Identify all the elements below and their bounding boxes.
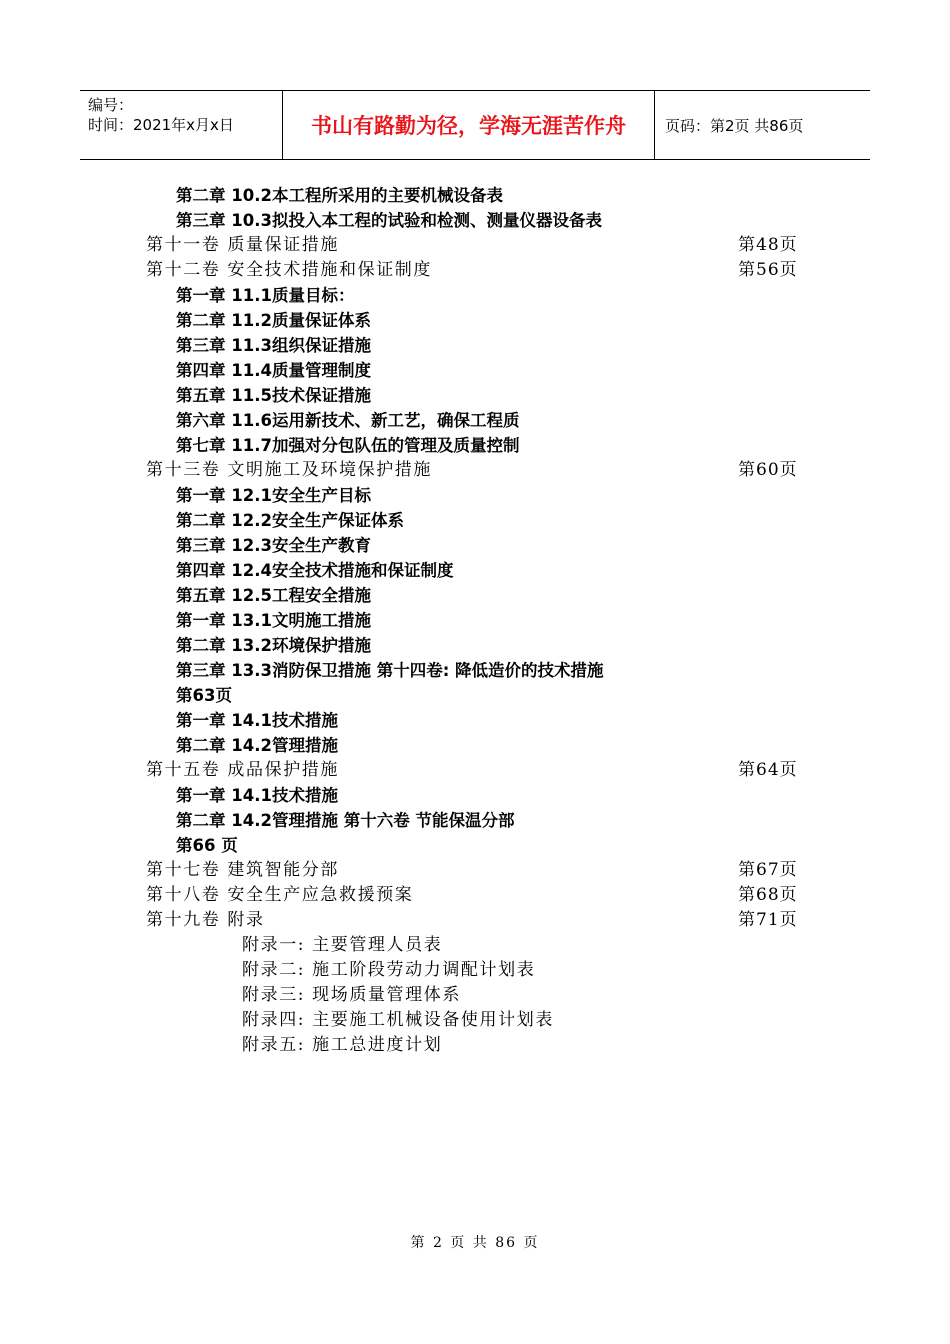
page-footer: 第 2 页 共 86 页 bbox=[410, 1235, 540, 1251]
toc-entry bbox=[0, 283, 950, 308]
toc-entry-title: 附录一: 主要管理人员表 bbox=[242, 935, 443, 955]
toc-entry-title: 第二章 11.2质量保证体系 bbox=[176, 311, 371, 330]
header-meta bbox=[80, 91, 282, 159]
toc-entry-title: 附录四: 主要施工机械设备使用计划表 bbox=[242, 1010, 554, 1030]
toc-entry-title: 第二章 12.2安全生产保证体系 bbox=[176, 511, 404, 530]
toc-entry bbox=[0, 1008, 950, 1033]
toc-entry bbox=[0, 358, 950, 383]
header-motto: 书山有路勤为径，学海无涯苦作舟 bbox=[282, 91, 655, 159]
toc-entry-title: 第三章 13.3消防保卫措施 第十四卷: 降低造价的技术措施 bbox=[176, 661, 604, 680]
toc-entry-title: 第一章 12.1安全生产目标 bbox=[176, 486, 371, 505]
toc-entry bbox=[0, 458, 950, 483]
toc-entry-title: 第一章 11.1质量目标： bbox=[176, 286, 355, 305]
toc-entry bbox=[0, 258, 950, 283]
document-number-label: 编号： bbox=[88, 96, 134, 114]
toc-entry-title: 第四章 12.4安全技术措施和保证制度 bbox=[176, 561, 454, 580]
toc-entry bbox=[0, 833, 950, 858]
toc-entry-title: 第七章 11.7加强对分包队伍的管理及质量控制 bbox=[176, 436, 520, 455]
toc-entry bbox=[0, 433, 950, 458]
document-time: 时间：2021年x月x日 bbox=[88, 116, 234, 134]
toc-entry-title: 第四章 11.4质量管理制度 bbox=[176, 361, 371, 380]
toc-entry-page: 第71页 bbox=[738, 910, 798, 930]
toc-entry bbox=[0, 208, 950, 233]
toc-entry-title: 第63页 bbox=[176, 686, 232, 705]
toc-entry bbox=[0, 933, 950, 958]
toc-entry bbox=[0, 608, 950, 633]
toc-entry-title: 第十二卷 安全技术措施和保证制度 bbox=[146, 260, 433, 280]
toc-entry bbox=[0, 858, 950, 883]
toc-entry bbox=[0, 733, 950, 758]
toc-entry-title: 第三章 10.3拟投入本工程的试验和检测、测量仪器设备表 bbox=[176, 211, 602, 230]
toc-entry-title: 第十七卷 建筑智能分部 bbox=[146, 860, 340, 880]
toc-entry bbox=[0, 183, 950, 208]
toc-entry-title: 第二章 10.2本工程所采用的主要机械设备表 bbox=[176, 186, 503, 205]
toc-entry-page: 第56页 bbox=[738, 260, 798, 280]
toc-entry bbox=[0, 633, 950, 658]
toc-entry-title: 第十八卷 安全生产应急救援预案 bbox=[146, 885, 414, 905]
toc-entry-title: 第二章 14.2管理措施 bbox=[176, 736, 338, 755]
toc-entry-title: 附录二: 施工阶段劳动力调配计划表 bbox=[242, 960, 536, 980]
toc-entry-title: 第二章 14.2管理措施 第十六卷 节能保温分部 bbox=[176, 811, 515, 830]
toc-entry-title: 第十三卷 文明施工及环境保护措施 bbox=[146, 460, 433, 480]
toc-entry bbox=[0, 383, 950, 408]
toc-entry bbox=[0, 483, 950, 508]
toc-entry-page: 第60页 bbox=[738, 460, 798, 480]
toc-entry-page: 第64页 bbox=[738, 760, 798, 780]
toc-entry-page: 第68页 bbox=[738, 885, 798, 905]
toc-entry bbox=[0, 233, 950, 258]
toc-entry-title: 第十五卷 成品保护措施 bbox=[146, 760, 340, 780]
toc-entry bbox=[0, 808, 950, 833]
toc-entry-title: 第66 页 bbox=[176, 836, 238, 855]
toc-entry-title: 附录五: 施工总进度计划 bbox=[242, 1035, 443, 1055]
toc-entry-title: 第五章 12.5工程安全措施 bbox=[176, 586, 371, 605]
toc-entry-title: 第十一卷 质量保证措施 bbox=[146, 235, 340, 255]
toc-entry bbox=[0, 658, 950, 683]
table-of-contents bbox=[0, 183, 950, 1058]
toc-entry-title: 第二章 13.2环境保护措施 bbox=[176, 636, 371, 655]
toc-entry bbox=[0, 683, 950, 708]
toc-entry-title: 第一章 14.1技术措施 bbox=[176, 786, 338, 805]
toc-entry-page: 第67页 bbox=[738, 860, 798, 880]
toc-entry-page: 第48页 bbox=[738, 235, 798, 255]
toc-entry bbox=[0, 958, 950, 983]
toc-entry-title: 第三章 11.3组织保证措施 bbox=[176, 336, 371, 355]
toc-entry bbox=[0, 308, 950, 333]
toc-entry bbox=[0, 883, 950, 908]
toc-entry bbox=[0, 983, 950, 1008]
toc-entry-title: 第五章 11.5技术保证措施 bbox=[176, 386, 371, 405]
toc-entry bbox=[0, 908, 950, 933]
toc-entry-title: 第十九卷 附录 bbox=[146, 910, 265, 930]
toc-entry bbox=[0, 508, 950, 533]
toc-entry-title: 第一章 13.1文明施工措施 bbox=[176, 611, 371, 630]
toc-entry-title: 第三章 12.3安全生产教育 bbox=[176, 536, 371, 555]
toc-entry bbox=[0, 758, 950, 783]
toc-entry-title: 第六章 11.6运用新技术、新工艺，确保工程质 bbox=[176, 411, 520, 430]
toc-entry bbox=[0, 333, 950, 358]
toc-entry bbox=[0, 1033, 950, 1058]
toc-entry-title: 第一章 14.1技术措施 bbox=[176, 711, 338, 730]
page-header bbox=[80, 90, 870, 160]
toc-entry bbox=[0, 708, 950, 733]
header-page-info: 页码：第2页 共86页 bbox=[665, 116, 804, 135]
toc-entry bbox=[0, 783, 950, 808]
toc-entry bbox=[0, 408, 950, 433]
toc-entry bbox=[0, 583, 950, 608]
toc-entry bbox=[0, 533, 950, 558]
toc-entry-title: 附录三: 现场质量管理体系 bbox=[242, 985, 461, 1005]
toc-entry bbox=[0, 558, 950, 583]
